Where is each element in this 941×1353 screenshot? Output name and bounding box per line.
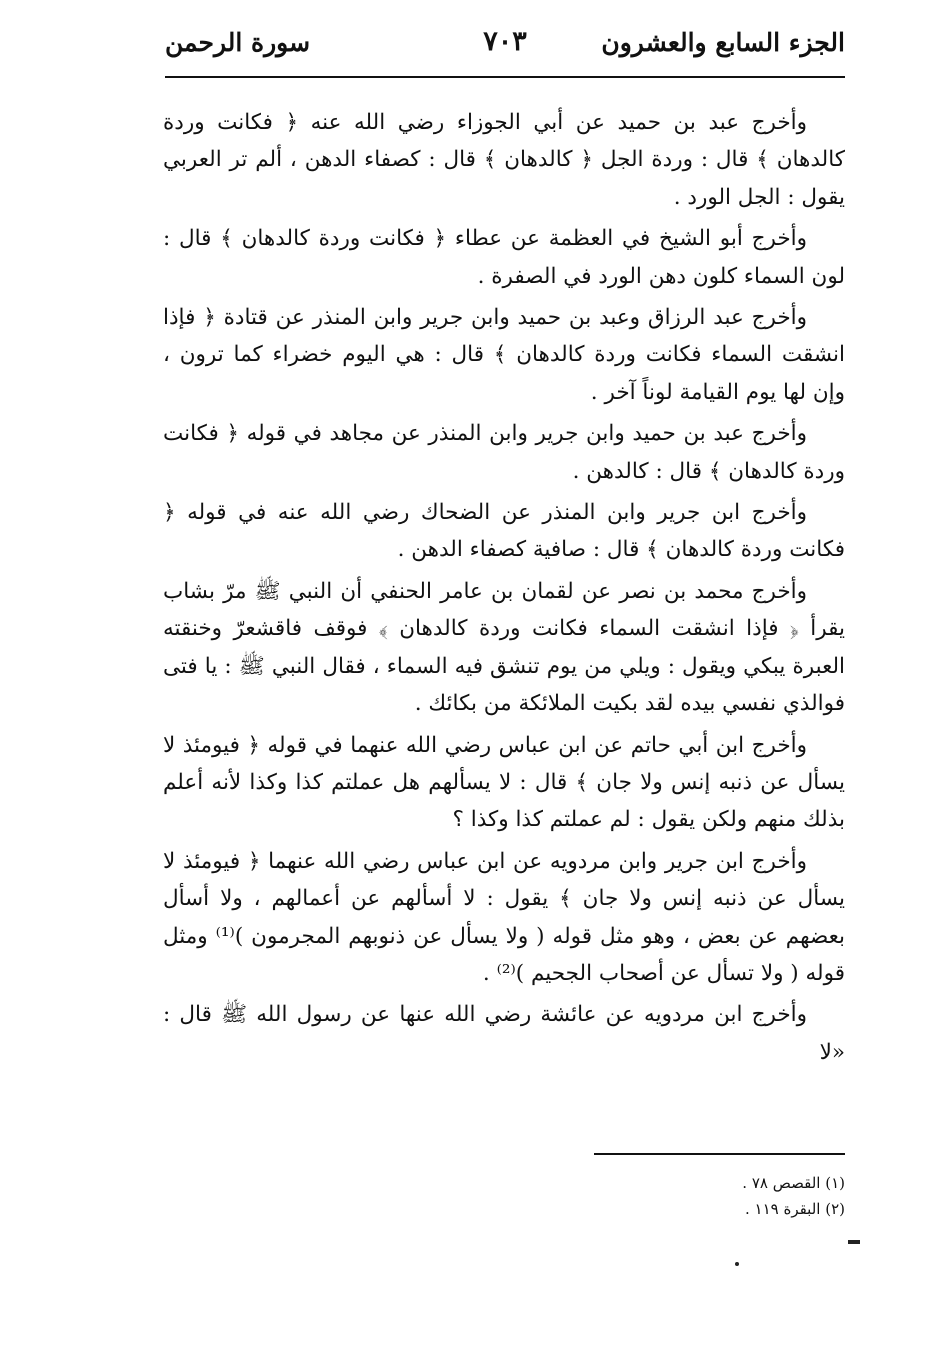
print-dot — [735, 1262, 739, 1266]
page-number: ٧٠٣ — [483, 26, 527, 57]
footnotes — [500, 1170, 845, 1222]
surah-title: سورة الرحمن — [165, 28, 311, 57]
footnote-1: (١) القصص ٧٨ . — [742, 1174, 845, 1192]
paragraph: وأخرج عبد بن حميد عن أبي الجوزاء رضي الله عنه ﴿ فكانت وردة كالدهان ﴾ قال : وردة الجل ﴿ كالدهان ﴾ قال : كصفاء الدهن ، ألم تر العربي يقول : الجل الورد . — [163, 110, 845, 210]
print-mark — [848, 1240, 860, 1244]
paragraph: وأخرج عبد الرزاق وعبد بن حميد وابن جرير وابن المنذر عن قتادة ﴿ فإذا انشقت السماء فكانت وردة كالدهان ﴾ قال : هي اليوم خضراء كما ترون ، وإن لها يوم القيامة لوناً آخر . — [163, 305, 845, 405]
footnote-2: (٢) البقرة ١١٩ . — [744, 1200, 845, 1218]
paragraph: وأخرج ابن أبي حاتم عن ابن عباس رضي الله عنهما في قوله ﴿ فيومئذ لا يسأل عن ذنبه إنس ولا جان ﴾ قال : لا يسألهم هل عملتم كذا وكذا لأنه أعلم بذلك منهم ولكن يقول : لم عملتم كذا وكذا ؟ — [163, 732, 845, 833]
paragraph: وأخرج ابن جرير وابن مردويه عن ابن عباس رضي الله عنهما ﴿ فيومئذ لا يسأل عن ذنبه إنس ولا جان ﴾ يقول : لا أسألهم عن أعمالهم ، ولا أسأل بعضهم عن بعض ، وهو مثل قوله ( ولا يسأل عن ذنوبهم المجرمون )⁽¹⁾ ومثل قوله ( ولا تسأل عن أصحاب الجحيم )⁽²⁾ . — [163, 848, 845, 986]
footnote-rule — [594, 1153, 845, 1155]
part-title: الجزء السابع والعشرون — [601, 28, 845, 57]
header-rule — [165, 76, 845, 78]
paragraph: وأخرج ابن جرير وابن المنذر عن الضحاك رضي الله عنه في قوله ﴿ فكانت وردة كالدهان ﴾ قال : صافية كصفاء الدهن . — [163, 500, 845, 563]
running-header — [165, 20, 845, 72]
paragraph: وأخرج عبد بن حميد وابن جرير وابن المنذر عن مجاهد في قوله ﴿ فكانت وردة كالدهان ﴾ قال : كالدهن . — [163, 421, 845, 484]
paragraph: وأخرج ابن مردويه عن عائشة رضي الله عنها عن رسول الله ﷺ قال : «لا — [163, 1002, 845, 1065]
main-text — [163, 104, 845, 1075]
paragraph: وأخرج أبو الشيخ في العظمة عن عطاء ﴿ فكانت وردة كالدهان ﴾ قال : لون السماء كلون دهن الورد في الصفرة . — [163, 226, 845, 289]
paragraph: وأخرج محمد بن نصر عن لقمان بن عامر الحنفي أن النبي ﷺ مرّ بشاب يقرأ ﴿ فإذا انشقت السماء فكانت وردة كالدهان ﴾ فوقف فاقشعرّ وخنقته العبرة يبكي ويقول : ويلي من يوم تنشق فيه السماء ، فقال النبي ﷺ : يا فتى فوالذي نفسي بيده لقد بكيت الملائكة من بكائك . — [163, 578, 845, 717]
